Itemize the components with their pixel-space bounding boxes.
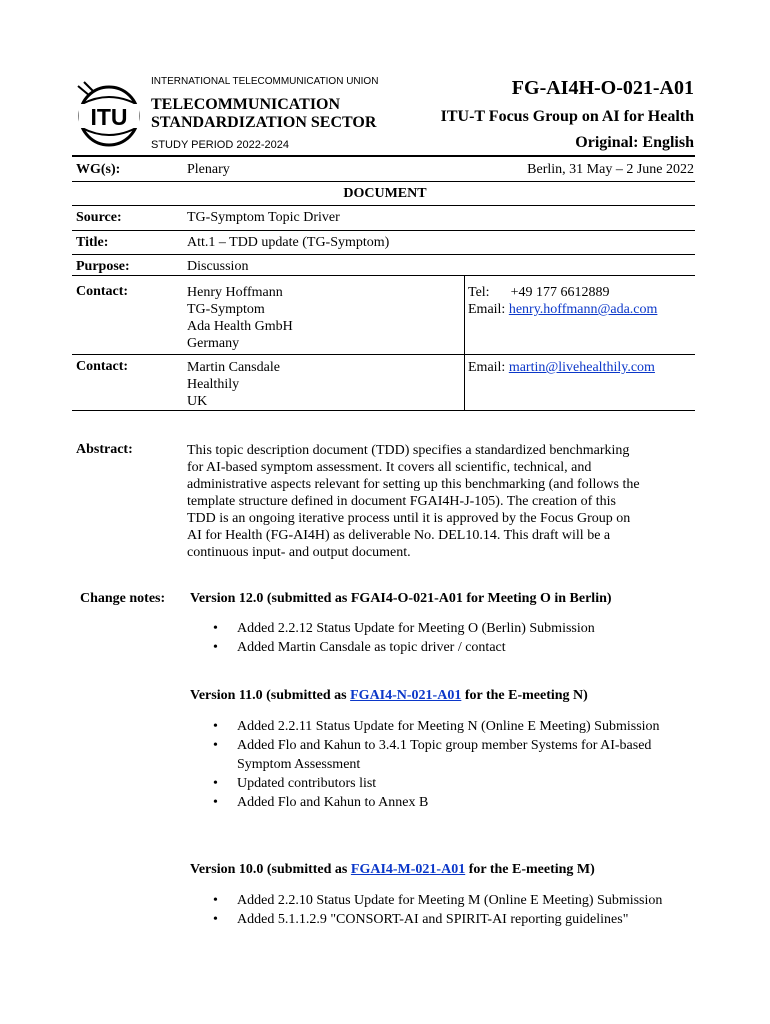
study-period: STUDY PERIOD 2022-2024: [151, 139, 289, 151]
contact-1-name: Henry Hoffmann: [187, 285, 283, 300]
contact-1-column-divider: [464, 276, 465, 354]
email-label: Email:: [468, 302, 506, 317]
purpose-label: Purpose:: [76, 259, 130, 274]
header-divider: [72, 155, 695, 157]
version-11-list: [213, 717, 668, 812]
contact-1-group: TG-Symptom: [187, 302, 265, 317]
version-12-heading: Version 12.0 (submitted as FGAI4-O-021-A01 for Meeting O in Berlin): [190, 591, 612, 606]
contact-1-label: Contact:: [76, 284, 129, 299]
source-value: TG-Symptom Topic Driver: [187, 210, 340, 225]
contact-1-email-row: [468, 301, 657, 318]
contact-1-divider: [72, 354, 695, 355]
list-item: • Added 2.2.12 Status Update for Meeting O (Berlin) Submission: [213, 619, 683, 638]
version-10-heading: Version 10.0 (submitted as FGAI4-M-021-A01 for the E-meeting M): [190, 862, 595, 877]
contact-2-name: Martin Cansdale: [187, 360, 280, 375]
title-value: Att.1 – TDD update (TG-Symptom): [187, 235, 390, 250]
title-divider: [72, 254, 695, 255]
list-item: • Updated contributors list: [213, 774, 668, 793]
version-11-doc-link[interactable]: FGAI4-N-021-A01: [350, 688, 462, 703]
contact-1-country: Germany: [187, 336, 240, 351]
list-item: • Added Martin Cansdale as topic driver / contact: [213, 638, 683, 657]
abstract-line: AI for Health (FG-AI4H) as deliverable No. DEL10.14. This draft will be a: [187, 528, 611, 543]
contact-1-details: [187, 284, 293, 352]
contact-1-email-link[interactable]: henry.hoffmann@ada.com: [508, 302, 658, 317]
contact-2-email-row: [468, 359, 655, 376]
abstract-line: This topic description document (TDD) specifies a standardized benchmarking: [187, 443, 630, 458]
svg-text:ITU: ITU: [90, 104, 128, 130]
version-10-list: [213, 891, 683, 929]
version-11-heading: Version 11.0 (submitted as FGAI4-N-021-A01 for the E-meeting N): [190, 688, 588, 703]
contact-2-country: UK: [187, 394, 208, 409]
org-name: INTERNATIONAL TELECOMMUNICATION UNION: [151, 76, 379, 87]
itu-logo: [76, 78, 146, 152]
tel-value: +49 177 6612889: [510, 285, 610, 300]
abstract-label: Abstract:: [76, 442, 133, 457]
contact-2-divider: [72, 410, 695, 411]
source-divider: [72, 230, 695, 231]
meta-divider: [72, 181, 695, 182]
abstract-line: TDD is an ongoing iterative process until it is approved by the Focus Group on: [187, 511, 631, 526]
list-item: • Added Flo and Kahun to Annex B: [213, 793, 668, 812]
sector-line-2: STANDARDIZATION SECTOR: [151, 114, 377, 131]
abstract-line: template structure defined in document FGAI4H-J-105). The creation of this: [187, 494, 616, 509]
version-12-list: [213, 619, 683, 657]
abstract-line: continuous input- and output document.: [187, 545, 411, 560]
contact-2-company: Healthily: [187, 377, 240, 392]
change-notes-label: Change notes:: [80, 591, 166, 606]
contact-2-label: Contact:: [76, 359, 129, 374]
tel-label: Tel:: [468, 285, 490, 300]
contact-1-tel-row: [468, 284, 609, 301]
list-item: • Added 5.1.1.2.9 "CONSORT-AI and SPIRIT-AI reporting guidelines": [213, 910, 683, 929]
focus-group-name: ITU-T Focus Group on AI for Health: [440, 108, 694, 125]
list-item: • Added Flo and Kahun to 3.4.1 Topic group member Systems for AI-based Symptom Assessment: [213, 736, 668, 774]
contact-2-details: [187, 359, 280, 410]
sector-line-1: TELECOMMUNICATION: [151, 96, 341, 113]
abstract-line: administrative aspects relevant for setting up this benchmarking (and follows the: [187, 477, 640, 492]
wg-label: WG(s):: [76, 162, 121, 177]
purpose-value: Discussion: [187, 259, 249, 274]
original-language: Original: English: [575, 134, 694, 151]
contact-2-column-divider: [464, 355, 465, 410]
purpose-divider: [72, 275, 695, 276]
list-item: • Added 2.2.11 Status Update for Meeting N (Online E Meeting) Submission: [213, 717, 668, 736]
list-item: • Added 2.2.10 Status Update for Meeting M (Online E Meeting) Submission: [213, 891, 683, 910]
contact-1-company: Ada Health GmbH: [187, 319, 293, 334]
title-label: Title:: [76, 235, 109, 250]
doctype-divider: [72, 205, 695, 206]
version-10-doc-link[interactable]: FGAI4-M-021-A01: [350, 862, 466, 877]
location-date: Berlin, 31 May – 2 June 2022: [527, 162, 694, 177]
doc-number: FG-AI4H-O-021-A01: [511, 77, 694, 99]
doc-type-heading: DOCUMENT: [343, 186, 427, 201]
wg-value: Plenary: [187, 162, 230, 177]
contact-2-email-link[interactable]: martin@livehealthily.com: [508, 360, 655, 375]
abstract-line: for AI-based symptom assessment. It covers all scientific, technical, and: [187, 460, 592, 475]
email-label-2: Email:: [468, 360, 506, 375]
abstract-text: [187, 442, 697, 561]
source-label: Source:: [76, 210, 122, 225]
